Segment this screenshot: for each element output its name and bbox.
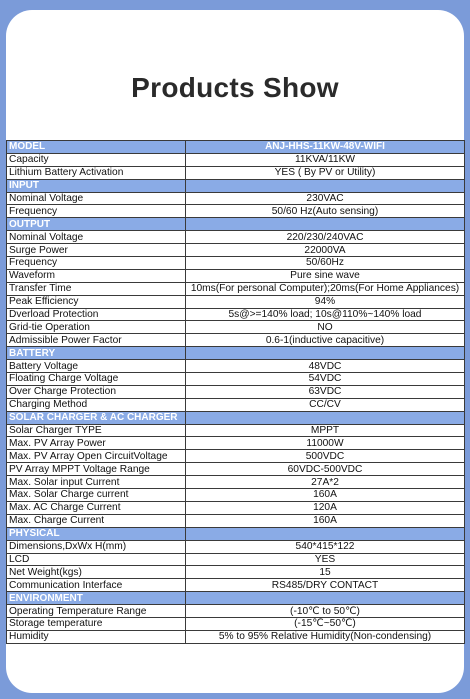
table-row — [7, 489, 465, 502]
table-row — [7, 244, 465, 257]
spec-label: Max. PV Array Power — [7, 437, 186, 450]
spec-label: Frequency — [7, 205, 186, 218]
section-header-row — [7, 527, 465, 540]
spec-label: Admissible Power Factor — [7, 334, 186, 347]
section-spacer — [186, 179, 465, 192]
spec-value: (-10℃ to 50℃) — [186, 605, 465, 618]
spec-value: Pure sine wave — [186, 269, 465, 282]
spec-label: Max. AC Charge Current — [7, 501, 186, 514]
table-row — [7, 514, 465, 527]
spec-label: Lithium Battery Activation — [7, 166, 186, 179]
spec-label: Peak Efficiency — [7, 295, 186, 308]
header-value: ANJ-HHS-11KW-48V-WIFI — [186, 141, 465, 154]
spec-value: 11KVA/11KW — [186, 153, 465, 166]
spec-label: Surge Power — [7, 244, 186, 257]
spec-value: 220/230/240VAC — [186, 231, 465, 244]
header-label: MODEL — [7, 141, 186, 154]
section-header-row — [7, 411, 465, 424]
spec-label: Nominal Voltage — [7, 231, 186, 244]
table-row — [7, 269, 465, 282]
spec-label: Operating Temperature Range — [7, 605, 186, 618]
spec-value: 500VDC — [186, 450, 465, 463]
spec-value: 94% — [186, 295, 465, 308]
spec-label: Communication Interface — [7, 579, 186, 592]
spec-label: Dverload Protection — [7, 308, 186, 321]
table-row — [7, 605, 465, 618]
table-row — [7, 566, 465, 579]
table-row — [7, 282, 465, 295]
spec-label: Max. Solar input Current — [7, 476, 186, 489]
section-spacer — [186, 411, 465, 424]
spec-label: Nominal Voltage — [7, 192, 186, 205]
spec-value: 50/60Hz — [186, 257, 465, 270]
section-spacer — [186, 592, 465, 605]
section-header-row — [7, 179, 465, 192]
spec-label: Net Weight(kgs) — [7, 566, 186, 579]
table-row — [7, 398, 465, 411]
spec-label: Storage temperature — [7, 617, 186, 630]
table-header-row — [7, 141, 465, 154]
spec-value: 0.6-1(inductive capacitive) — [186, 334, 465, 347]
section-spacer — [186, 347, 465, 360]
table-row — [7, 373, 465, 386]
spec-value: NO — [186, 321, 465, 334]
spec-label: Humidity — [7, 630, 186, 643]
table-row — [7, 437, 465, 450]
spec-label: Frequency — [7, 257, 186, 270]
spec-value: 60VDC-500VDC — [186, 463, 465, 476]
spec-value: RS485/DRY CONTACT — [186, 579, 465, 592]
table-row — [7, 540, 465, 553]
section-title: OUTPUT — [7, 218, 186, 231]
spec-value: 5s@>=140% load; 10s@110%~140% load — [186, 308, 465, 321]
spec-label: Max. Charge Current — [7, 514, 186, 527]
spec-value: (-15℃~50℃) — [186, 617, 465, 630]
spec-label: Battery Voltage — [7, 360, 186, 373]
spec-value: 27A*2 — [186, 476, 465, 489]
spec-label: Grid-tie Operation — [7, 321, 186, 334]
section-header-row — [7, 218, 465, 231]
table-row — [7, 231, 465, 244]
spec-value: 160A — [186, 514, 465, 527]
table-row — [7, 476, 465, 489]
section-spacer — [186, 218, 465, 231]
table-row — [7, 630, 465, 643]
section-spacer — [186, 527, 465, 540]
section-title: PHYSICAL — [7, 527, 186, 540]
spec-value: YES ( By PV or Utility) — [186, 166, 465, 179]
section-header-row — [7, 592, 465, 605]
spec-value: YES — [186, 553, 465, 566]
spec-value: 22000VA — [186, 244, 465, 257]
table-row — [7, 321, 465, 334]
spec-label: Over Charge Protection — [7, 385, 186, 398]
spec-value: 540*415*122 — [186, 540, 465, 553]
spec-value: MPPT — [186, 424, 465, 437]
spec-label: Transfer Time — [7, 282, 186, 295]
spec-label: PV Array MPPT Voltage Range — [7, 463, 186, 476]
table-row — [7, 553, 465, 566]
section-title: BATTERY — [7, 347, 186, 360]
spec-value: 63VDC — [186, 385, 465, 398]
table-row — [7, 308, 465, 321]
spec-label: LCD — [7, 553, 186, 566]
spec-label: Dimensions,DxWx H(mm) — [7, 540, 186, 553]
spec-value: 54VDC — [186, 373, 465, 386]
spec-value: CC/CV — [186, 398, 465, 411]
page-title: Products Show — [131, 72, 339, 103]
table-row — [7, 334, 465, 347]
table-row — [7, 192, 465, 205]
table-row — [7, 579, 465, 592]
section-title: INPUT — [7, 179, 186, 192]
section-title: SOLAR CHARGER & AC CHARGER — [7, 411, 186, 424]
table-row — [7, 360, 465, 373]
table-row — [7, 617, 465, 630]
table-row — [7, 424, 465, 437]
spec-label: Capacity — [7, 153, 186, 166]
spec-value: 5% to 95% Relative Humidity(Non-condensing) — [186, 630, 465, 643]
spec-label: Waveform — [7, 269, 186, 282]
spec-value: 10ms(For personal Computer);20ms(For Home Appliances) — [186, 282, 465, 295]
spec-value: 11000W — [186, 437, 465, 450]
spec-label: Floating Charge Voltage — [7, 373, 186, 386]
spec-label: Max. Solar Charge current — [7, 489, 186, 502]
table-row — [7, 450, 465, 463]
spec-label: Max. PV Array Open CircuitVoltage — [7, 450, 186, 463]
table-row — [7, 295, 465, 308]
table-row — [7, 463, 465, 476]
spec-value: 50/60 Hz(Auto sensing) — [186, 205, 465, 218]
spec-table-body — [7, 141, 465, 644]
spec-label: Charging Method — [7, 398, 186, 411]
spec-value: 120A — [186, 501, 465, 514]
spec-label: Solar Charger TYPE — [7, 424, 186, 437]
section-title: ENVIRONMENT — [7, 592, 186, 605]
table-row — [7, 166, 465, 179]
section-header-row — [7, 347, 465, 360]
table-row — [7, 153, 465, 166]
table-row — [7, 385, 465, 398]
table-row — [7, 205, 465, 218]
spec-table — [6, 140, 465, 644]
spec-value: 160A — [186, 489, 465, 502]
spec-value: 230VAC — [186, 192, 465, 205]
spec-value: 48VDC — [186, 360, 465, 373]
table-row — [7, 257, 465, 270]
spec-value: 15 — [186, 566, 465, 579]
table-row — [7, 501, 465, 514]
